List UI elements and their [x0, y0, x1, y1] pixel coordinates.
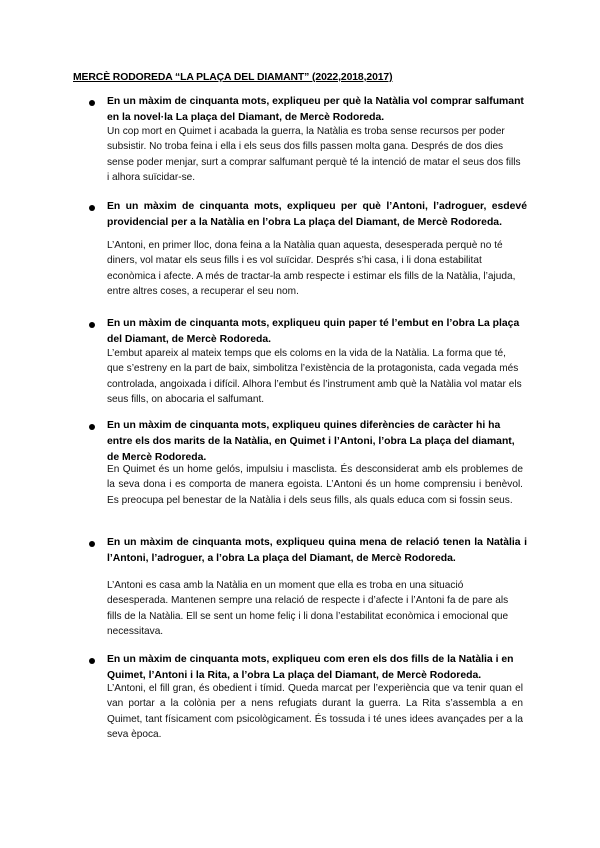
- answer-text: L’Antoni, el fill gran, és obedient i tímid. Queda marcat per l’experiència que va tenir quan el van portar a la colònia per a nens refugiats durant la guerra. La Rita s’assembla a en Quimet, tant físicament com psicològicament. És tossuda i té unes idees avançades per a la seva època.: [107, 683, 523, 741]
- bullet-icon: [89, 541, 95, 547]
- document-title: MERCÈ RODOREDA “LA PLAÇA DEL DIAMANT” (2022,2018,2017): [73, 72, 393, 83]
- question-text: En un màxim de cinquanta mots, expliqueu quin paper té l’embut en l’obra La plaça del Diamant, de Mercè Rodoreda.: [107, 318, 520, 345]
- bullet-icon: [89, 205, 95, 211]
- question-text: En un màxim de cinquanta mots, expliqueu per què l’Antoni, l’adroguer, esdevé providencial per a la Natàlia en l’obra La plaça del Diamant, de Mercè Rodoreda.: [107, 201, 527, 228]
- question-text: En un màxim de cinquanta mots, expliqueu com eren els dos fills de la Natàlia i en Quimet, l’Antoni i la Rita, a l’obra La plaça del Diamant, de Mercè Rodoreda.: [107, 654, 514, 681]
- answer-text: L’embut apareix al mateix temps que els coloms en la vida de la Natàlia. La forma que té, que s’estreny en la part de baix, simbolitza l’existència de la protagonista, cada vegada més controlada, angoixada i difícil. Alhora l’embut és l’instrument amb què la Natàlia vol matar els seus fills, on abocaria el salfumant.: [107, 348, 522, 406]
- question-text: En un màxim de cinquanta mots, expliqueu per què la Natàlia vol comprar salfumant en la novel·la La plaça del Diamant, de Mercè Rodoreda.: [107, 96, 524, 123]
- answer-text: En Quimet és un home gelós, impulsiu i masclista. És desconsiderat amb els problemes de la seva dona i es comporta de manera egoista. L’Antoni és un home comprensiu i benèvol. Es preocupa pel benestar de la Natàlia i dels seus fills, als quals educa com si fossin seus.: [107, 464, 523, 506]
- bullet-icon: [89, 424, 95, 430]
- bullet-icon: [89, 658, 95, 664]
- answer-text: L’Antoni es casa amb la Natàlia en un moment que ella es troba en una situació desesperada. Mantenen sempre una relació de respecte i d’afecte i l’Antoni fa de pare als fills de la Natàlia. Ell se sent un home feliç i li dona l’estabilitat econòmica i emocional que necessitava.: [107, 580, 509, 638]
- bullet-icon: [89, 322, 95, 328]
- question-text: En un màxim de cinquanta mots, expliqueu quina mena de relació tenen la Natàlia i l’Antoni, l’adroguer, a l’obra La plaça del Diamant, de Mercè Rodoreda.: [107, 537, 527, 564]
- answer-text: Un cop mort en Quimet i acabada la guerra, la Natàlia es troba sense recursos per poder subsistir. No troba feina i ella i els seus dos fills passen molta gana. Després de dos dies sense poder menjar, surt a comprar salfumant perquè té la intenció de matar el seus dos fills i alhora suïcidar-se.: [107, 126, 521, 184]
- answer-text: L’Antoni, en primer lloc, dona feina a la Natàlia quan aquesta, desesperada perquè no té diners, vol matar els seus fills i es vol suïcidar. Després s’hi casa, i li dona estabilitat econòmica i afecte. A més de tractar-la amb respecte i estimar els fills de la Natàlia, l’ajuda, entre altres coses, a recuperar el seu nom.: [107, 240, 516, 298]
- bullet-icon: [89, 100, 95, 106]
- question-text: En un màxim de cinquanta mots, expliqueu quines diferències de caràcter hi ha entre els dos marits de la Natàlia, en Quimet i l’Antoni, l’obra La plaça del diamant, de Mercè Rodoreda.: [107, 420, 515, 463]
